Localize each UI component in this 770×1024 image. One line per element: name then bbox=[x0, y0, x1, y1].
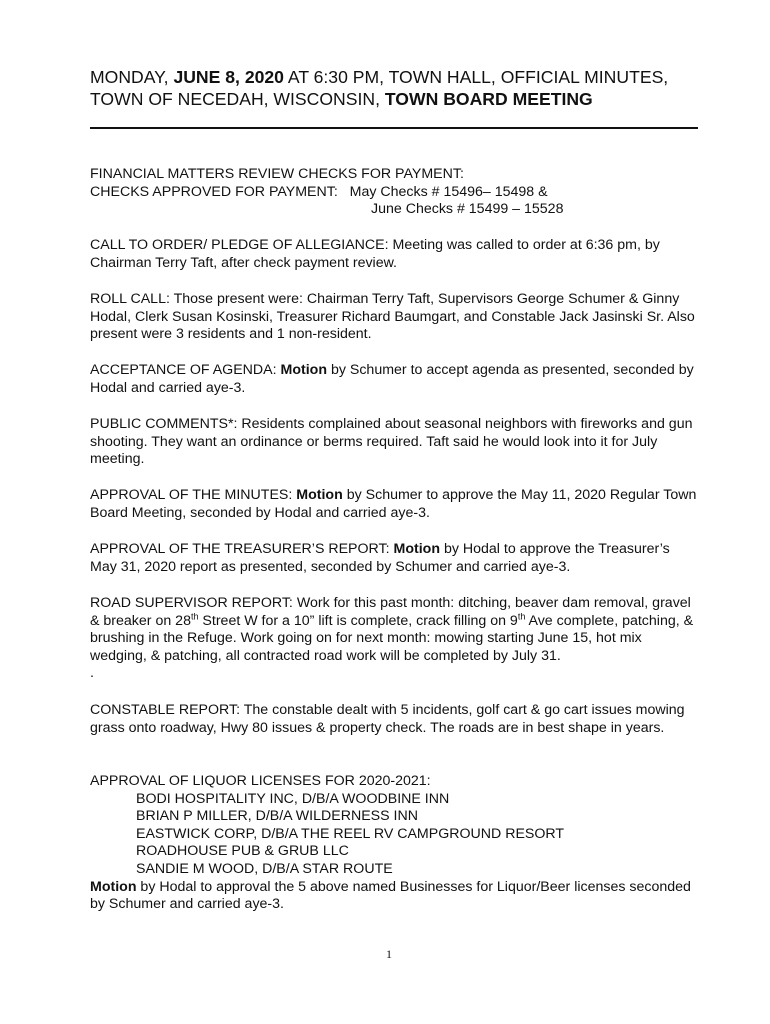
acceptance-of-agenda: ACCEPTANCE OF AGENDA: Motion by Schumer to accept agenda as presented, seconded by Hodal and carried aye-3. bbox=[90, 362, 694, 396]
financial-matters: FINANCIAL MATTERS REVIEW CHECKS FOR PAYMENT: CHECKS APPROVED FOR PAYMENT: May Checks # 15496– 15498 & June Checks # 15499 – 15528 bbox=[90, 166, 564, 218]
license-business: BRIAN P MILLER, D/B/A WILDERNESS INN bbox=[136, 808, 418, 825]
license-business: ROADHOUSE PUB & GRUB LLC bbox=[136, 843, 349, 860]
road-supervisor-report: ROAD SUPERVISOR REPORT: Work for this past month: ditching, beaver dam removal, gravel & breaker on 28th Street W for a 10” lift is complete, crack filling on 9th Ave complete, patching, & brushing in the Refuge. Work going on for next month: mowing starting June 15, hot mix wedging, & patching, all contracted road work will be completed by July 31. . bbox=[90, 595, 694, 682]
call-to-order: CALL TO ORDER/ PLEDGE OF ALLEGIANCE: Meeting was called to order at 6:36 pm, by Chairman Terry Taft, after check payment review. bbox=[90, 237, 660, 271]
approval-of-minutes: APPROVAL OF THE MINUTES: Motion by Schumer to approve the May 11, 2020 Regular Town Board Meeting, seconded by Hodal and carried aye-3. bbox=[90, 487, 697, 521]
page-number: 1 bbox=[386, 947, 392, 961]
header-divider bbox=[90, 127, 698, 129]
public-comments: PUBLIC COMMENTS*: Residents complained about seasonal neighbors with fireworks and gun shooting. They want an ordinance or berms required. Taft said he would look into it for July meeting. bbox=[90, 416, 693, 468]
treasurer-report: APPROVAL OF THE TREASURER’S REPORT: Motion by Hodal to approve the Treasurer’s May 31, 2020 report as presented, seconded by Schumer and carried aye-3. bbox=[90, 541, 670, 575]
meeting-title: MONDAY, JUNE 8, 2020 AT 6:30 PM, TOWN HALL, OFFICIAL MINUTES, TOWN OF NECEDAH, WISCONSIN, TOWN BOARD MEETING bbox=[90, 67, 669, 109]
constable-report: CONSTABLE REPORT: The constable dealt with 5 incidents, golf cart & go cart issues mowing grass onto roadway, Hwy 80 issues & property check. The roads are in best shape in years. bbox=[90, 702, 685, 736]
license-business: SANDIE M WOOD, D/B/A STAR ROUTE bbox=[136, 860, 393, 877]
meeting-date: JUNE 8, 2020 bbox=[173, 67, 284, 87]
license-business: BODI HOSPITALITY INC, D/B/A WOODBINE INN bbox=[136, 790, 450, 807]
license-business: EASTWICK CORP, D/B/A THE REEL RV CAMPGROUND RESORT bbox=[136, 825, 565, 842]
liquor-heading: APPROVAL OF LIQUOR LICENSES FOR 2020-2021: bbox=[90, 773, 431, 789]
liquor-licenses: APPROVAL OF LIQUOR LICENSES FOR 2020-2021: BODI HOSPITALITY INC, D/B/A WOODBINE INN BRIAN P MILLER, D/B/A WILDERNESS INN EASTWICK CORP, D/B/A THE REEL RV CAMPGROUND RESORT ROADHOUSE PUB & GRUB LLC SANDIE M WOOD, D/B/A STAR ROUTE Motion by Hodal to approval the 5 above named Businesses for Liquor/Beer licenses seconded by Schumer and carried aye-3. bbox=[90, 773, 700, 914]
roll-call: ROLL CALL: Those present were: Chairman Terry Taft, Supervisors George Schumer & Ginny Hodal, Clerk Susan Kosinski, Treasurer Richard Baumgart, and Constable Jack Jasinski Sr. Also present were 3 residents and 1 non-resident. bbox=[90, 291, 695, 343]
meeting-type: TOWN BOARD MEETING bbox=[384, 89, 593, 109]
